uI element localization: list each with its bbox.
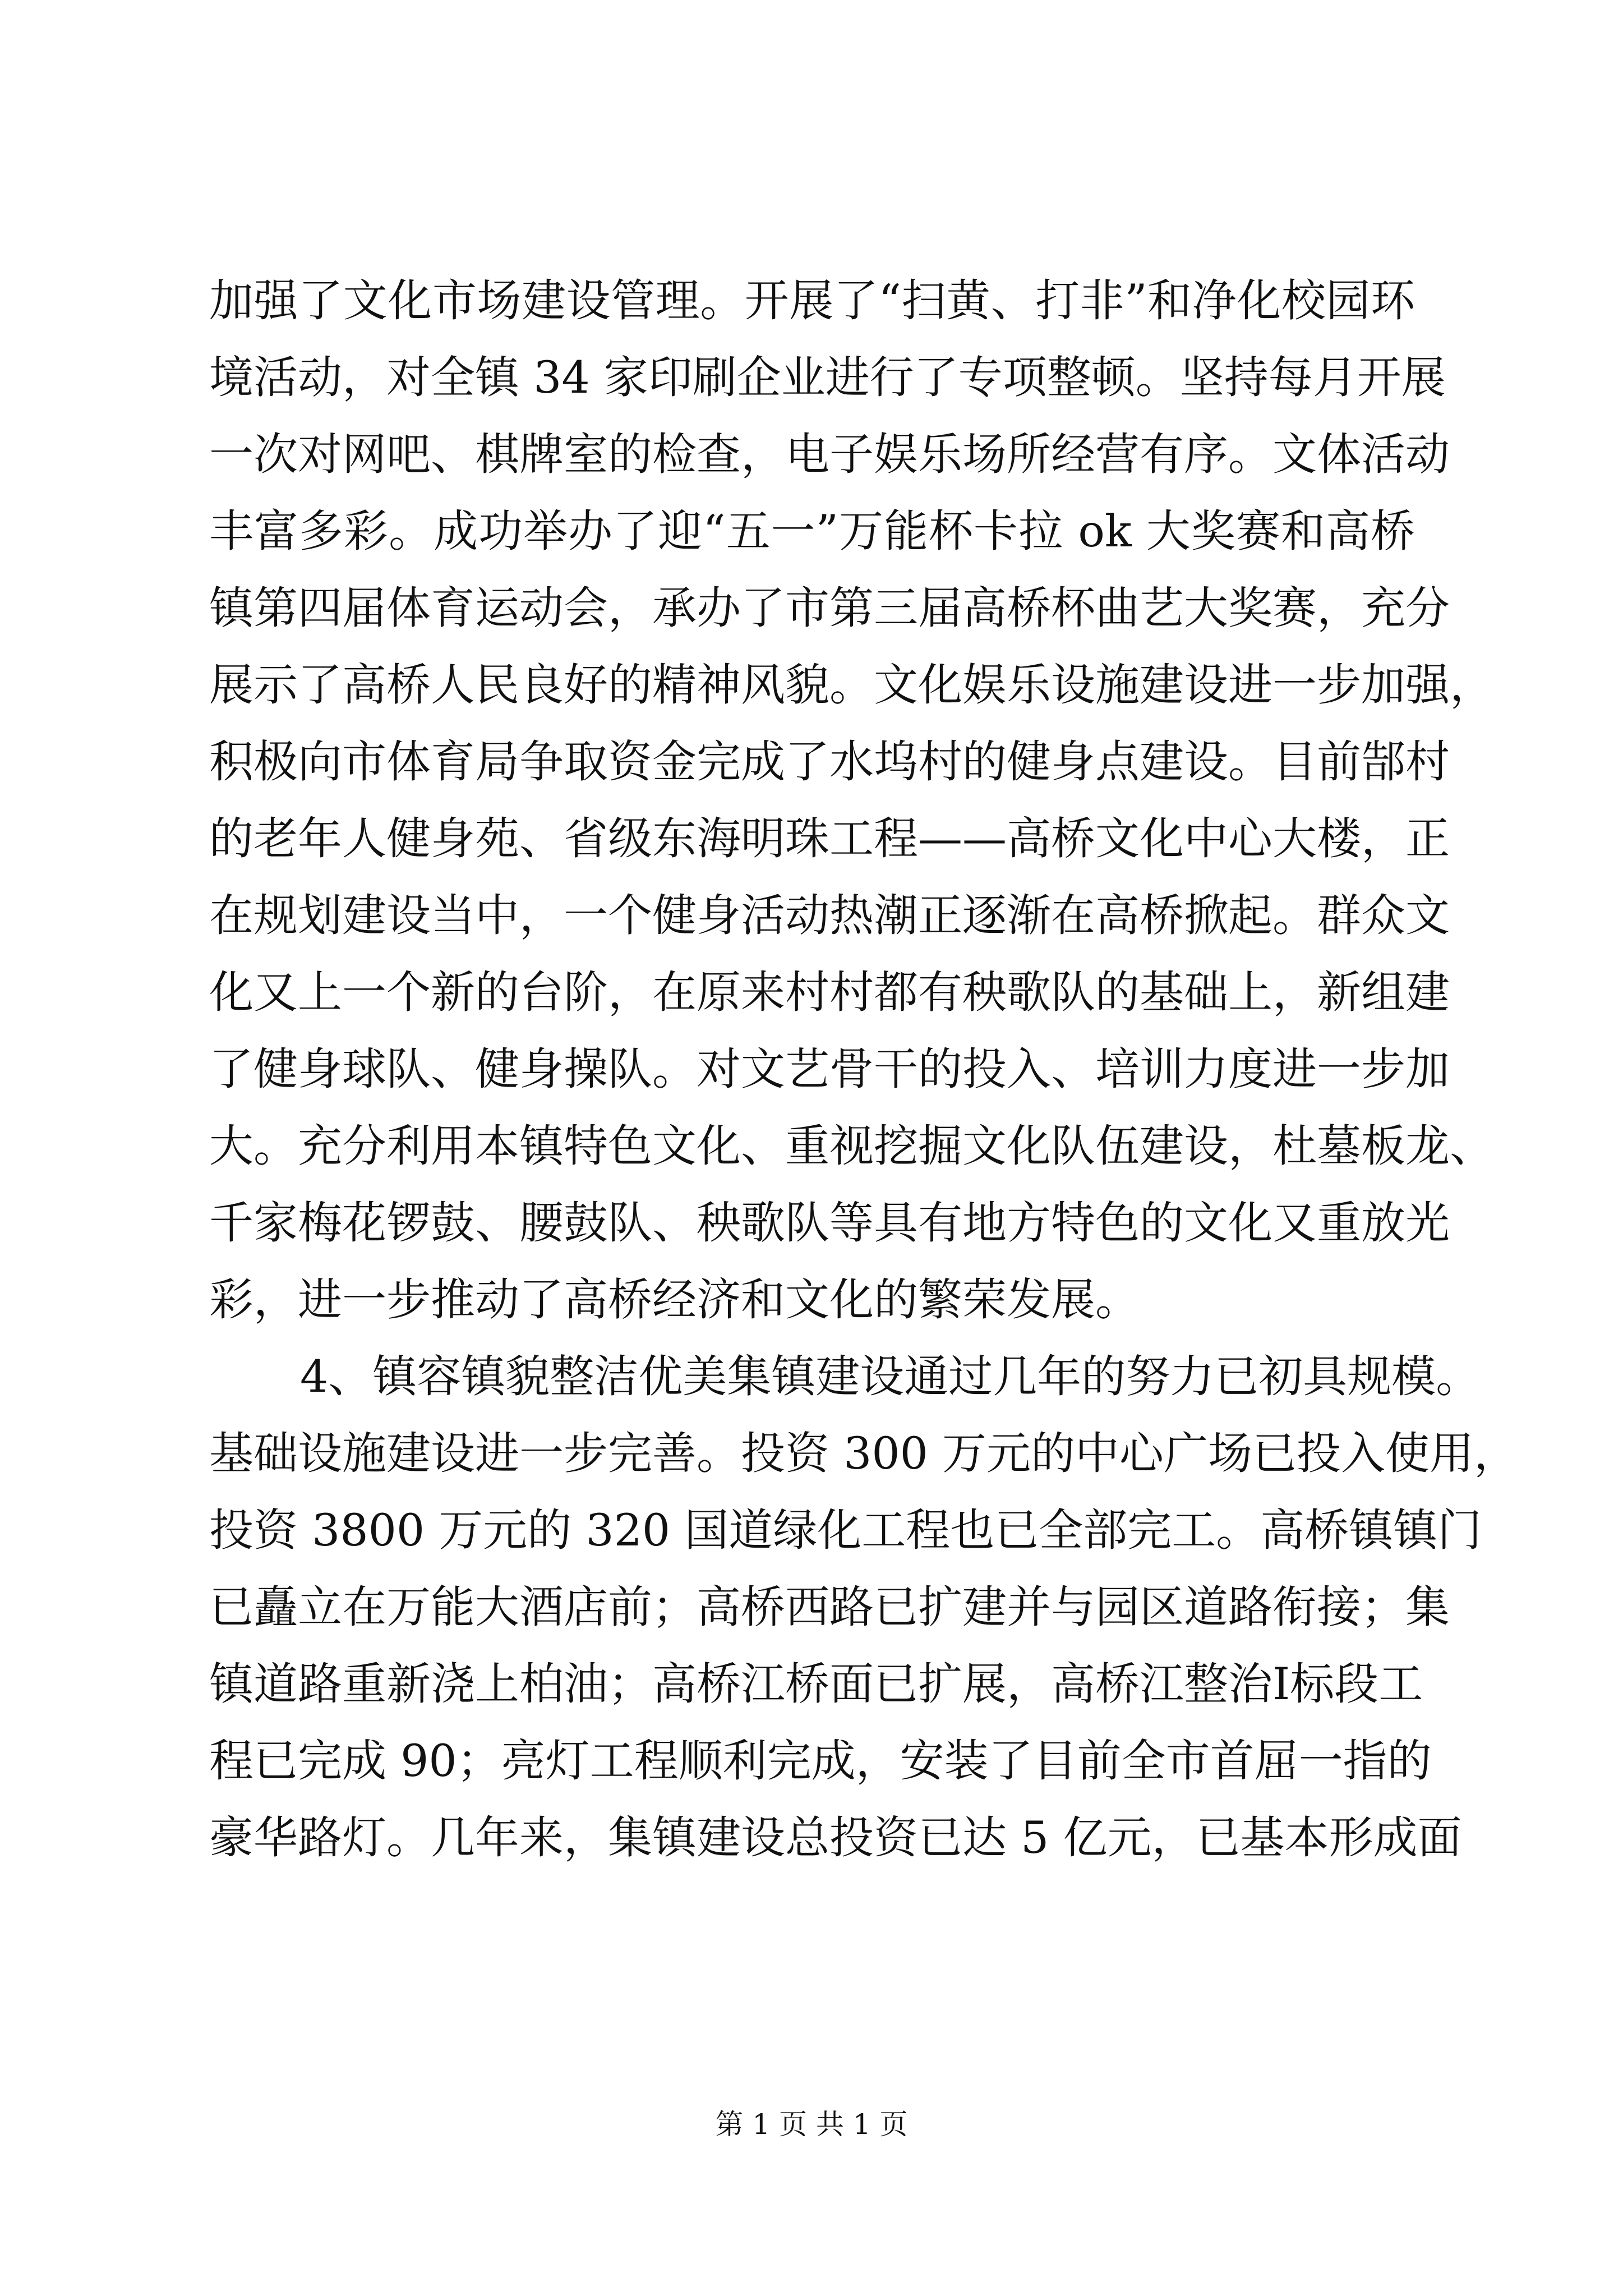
text-line: 加强了文化市场建设管理。开展了“扫黄、打非”和净化校园环 (209, 275, 1415, 326)
document-body (209, 263, 1519, 1876)
text-line: 丰富多彩。成功举办了迎“五一”万能杯卡拉 ok 大奖赛和高桥 (209, 505, 1415, 557)
text-line: 基础设施建设进一步完善。投资 300 万元的中心广场已投入使用， (209, 1428, 1519, 1479)
text-line: 境活动，对全镇 34 家印刷企业进行了专项整顿。坚持每月开展 (209, 352, 1446, 403)
text-line: 投资 3800 万元的 320 国道绿化工程也已全部完工。高桥镇镇门 (209, 1504, 1482, 1556)
text-line: 镇道路重新浇上柏油；高桥江桥面已扩展，高桥江整治Ⅰ标段工 (209, 1658, 1423, 1710)
text-line: 4、镇容镇貌整洁优美集镇建设通过几年的努力已初具规模。 (300, 1351, 1481, 1402)
text-line: 一次对网吧、棋牌室的检查，电子娱乐场所经营有序。文体活动 (209, 429, 1450, 480)
text-line: 千家梅花锣鼓、腰鼓队、秧歌队等具有地方特色的文化又重放光 (209, 1197, 1450, 1249)
text-line: 在规划建设当中，一个健身活动热潮正逐渐在高桥掀起。群众文 (209, 890, 1450, 941)
text-line: 的老年人健身苑、省级东海明珠工程——高桥文化中心大楼，正 (209, 813, 1450, 864)
text-line: 积极向市体育局争取资金完成了水坞村的健身点建设。目前郜村 (209, 736, 1450, 788)
text-line: 镇第四届体育运动会，承办了市第三届高桥杯曲艺大奖赛，充分 (209, 582, 1450, 634)
page-number-label: 第 1 页 共 1 页 (715, 2108, 908, 2141)
text-line: 豪华路灯。几年来，集镇建设总投资已达 5 亿元，已基本形成面 (209, 1812, 1462, 1864)
text-line: 了健身球队、健身操队。对文艺骨干的投入、培训力度进一步加 (209, 1043, 1450, 1095)
text-line: 彩，进一步推动了高桥经济和文化的繁荣发展。 (209, 1274, 1140, 1326)
text-line: 大。充分利用本镇特色文化、重视挖掘文化队伍建设，杜墓板龙、 (209, 1120, 1494, 1172)
page-footer (0, 2105, 1623, 2144)
text-line: 化又上一个新的台阶，在原来村村都有秧歌队的基础上，新组建 (209, 967, 1450, 1018)
text-line: 展示了高桥人民良好的精神风貌。文化娱乐设施建设进一步加强， (209, 659, 1494, 711)
text-line: 已矗立在万能大酒店前；高桥西路已扩建并与园区道路衔接；集 (209, 1581, 1450, 1633)
text-line: 程已完成 90；亮灯工程顺利完成，安装了目前全市首屈一指的 (209, 1735, 1432, 1787)
